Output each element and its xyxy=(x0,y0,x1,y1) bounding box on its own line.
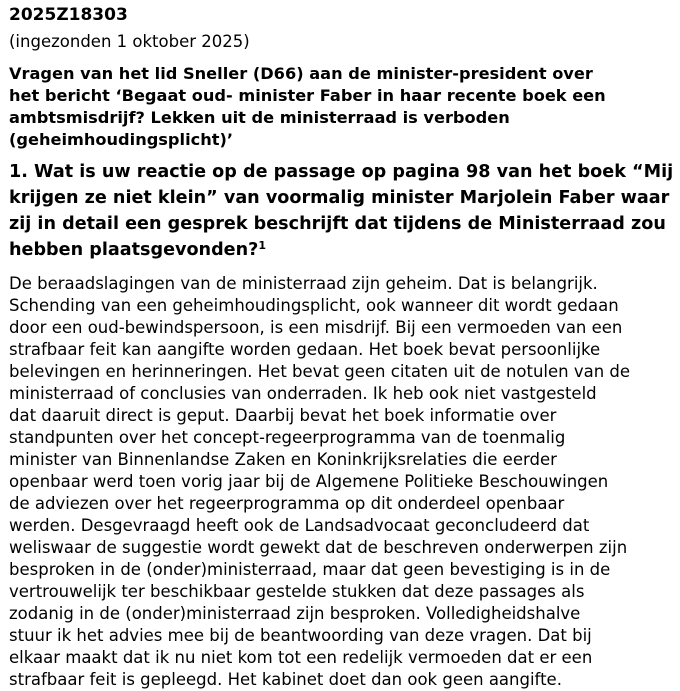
answer-line: De beraadslagingen van de ministerraad zijn geheim. Dat is belangrijk. xyxy=(9,274,598,293)
submission-date: (ingezonden 1 oktober 2025) xyxy=(9,32,250,51)
question-line-last xyxy=(9,237,672,263)
answer-1 xyxy=(9,273,672,691)
answer-line: werden. Desgevraagd heeft ook de Landsadvocaat geconcludeerd dat xyxy=(9,516,590,535)
title-line: (geheimhoudingsplicht)’ xyxy=(9,130,234,149)
answer-line: strafbaar feit kan aangifte worden gedaan. Het boek bevat persoonlijke xyxy=(9,340,601,359)
title-line: het bericht ‘Begaat oud- minister Faber in haar recente boek een xyxy=(9,86,606,105)
answer-line: besproken in de (onder)ministerraad, maar dat geen bevestiging is in de xyxy=(9,560,611,579)
answer-line: weliswaar de suggestie wordt gewekt dat de beschreven onderwerpen zijn xyxy=(9,538,628,557)
document-title xyxy=(9,63,672,151)
answer-line: strafbaar feit is gepleegd. Het kabinet doet dan ook geen aangifte. xyxy=(9,670,562,689)
answer-line: vertrouwelijk ter beschikbaar gestelde stukken dat deze passages als xyxy=(9,582,585,601)
title-line: ambtsmisdrijf? Lekken uit de ministerraad is verboden xyxy=(9,108,510,127)
document-id: 2025Z18303 xyxy=(9,5,128,25)
footnote-marker: 1 xyxy=(258,239,267,252)
answer-line: dat daaruit direct is geput. Daarbij bevat het boek informatie over xyxy=(9,406,557,425)
title-line: Vragen van het lid Sneller (D66) aan de minister-president over xyxy=(9,64,593,83)
answer-line: stuur ik het advies mee bij de beantwoording van deze vragen. Dat bij xyxy=(9,626,592,645)
answer-line: minister van Binnenlandse Zaken en Koninkrijksrelaties die eerder xyxy=(9,450,557,469)
question-line: hebben plaatsgevonden? xyxy=(9,240,259,260)
answer-line: door een oud-bewindspersoon, is een misdrijf. Bij een vermoeden van een xyxy=(9,318,623,337)
question-1 xyxy=(9,159,672,263)
answer-line: openbaar werd toen vorig jaar bij de Algemene Politieke Beschouwingen xyxy=(9,472,609,491)
answer-line: ministerraad of conclusies van onderraden. Ik heb ook niet vastgesteld xyxy=(9,384,597,403)
answer-line: zodanig in de (onder)ministerraad zijn besproken. Volledigheidshalve xyxy=(9,604,581,623)
question-line: zij in detail een gesprek beschrijft dat tijdens de Ministerraad zou xyxy=(9,214,666,234)
question-line: krijgen ze niet klein” van voormalig minister Marjolein Faber waar xyxy=(9,188,670,208)
answer-line: de adviezen over het regeerprogramma op dit onderdeel openbaar xyxy=(9,494,565,513)
answer-line: standpunten over het concept-regeerprogramma van de toenmalig xyxy=(9,428,566,447)
answer-line: elkaar maakt dat ik nu niet kom tot een redelijk vermoeden dat er een xyxy=(9,648,593,667)
question-line: 1. Wat is uw reactie op de passage op pagina 98 van het boek “Mij xyxy=(9,162,674,182)
answer-line: Schending van een geheimhoudingsplicht, ook wanneer dit wordt gedaan xyxy=(9,296,619,315)
answer-line: belevingen en herinneringen. Het bevat geen citaten uit de notulen van de xyxy=(9,362,631,381)
